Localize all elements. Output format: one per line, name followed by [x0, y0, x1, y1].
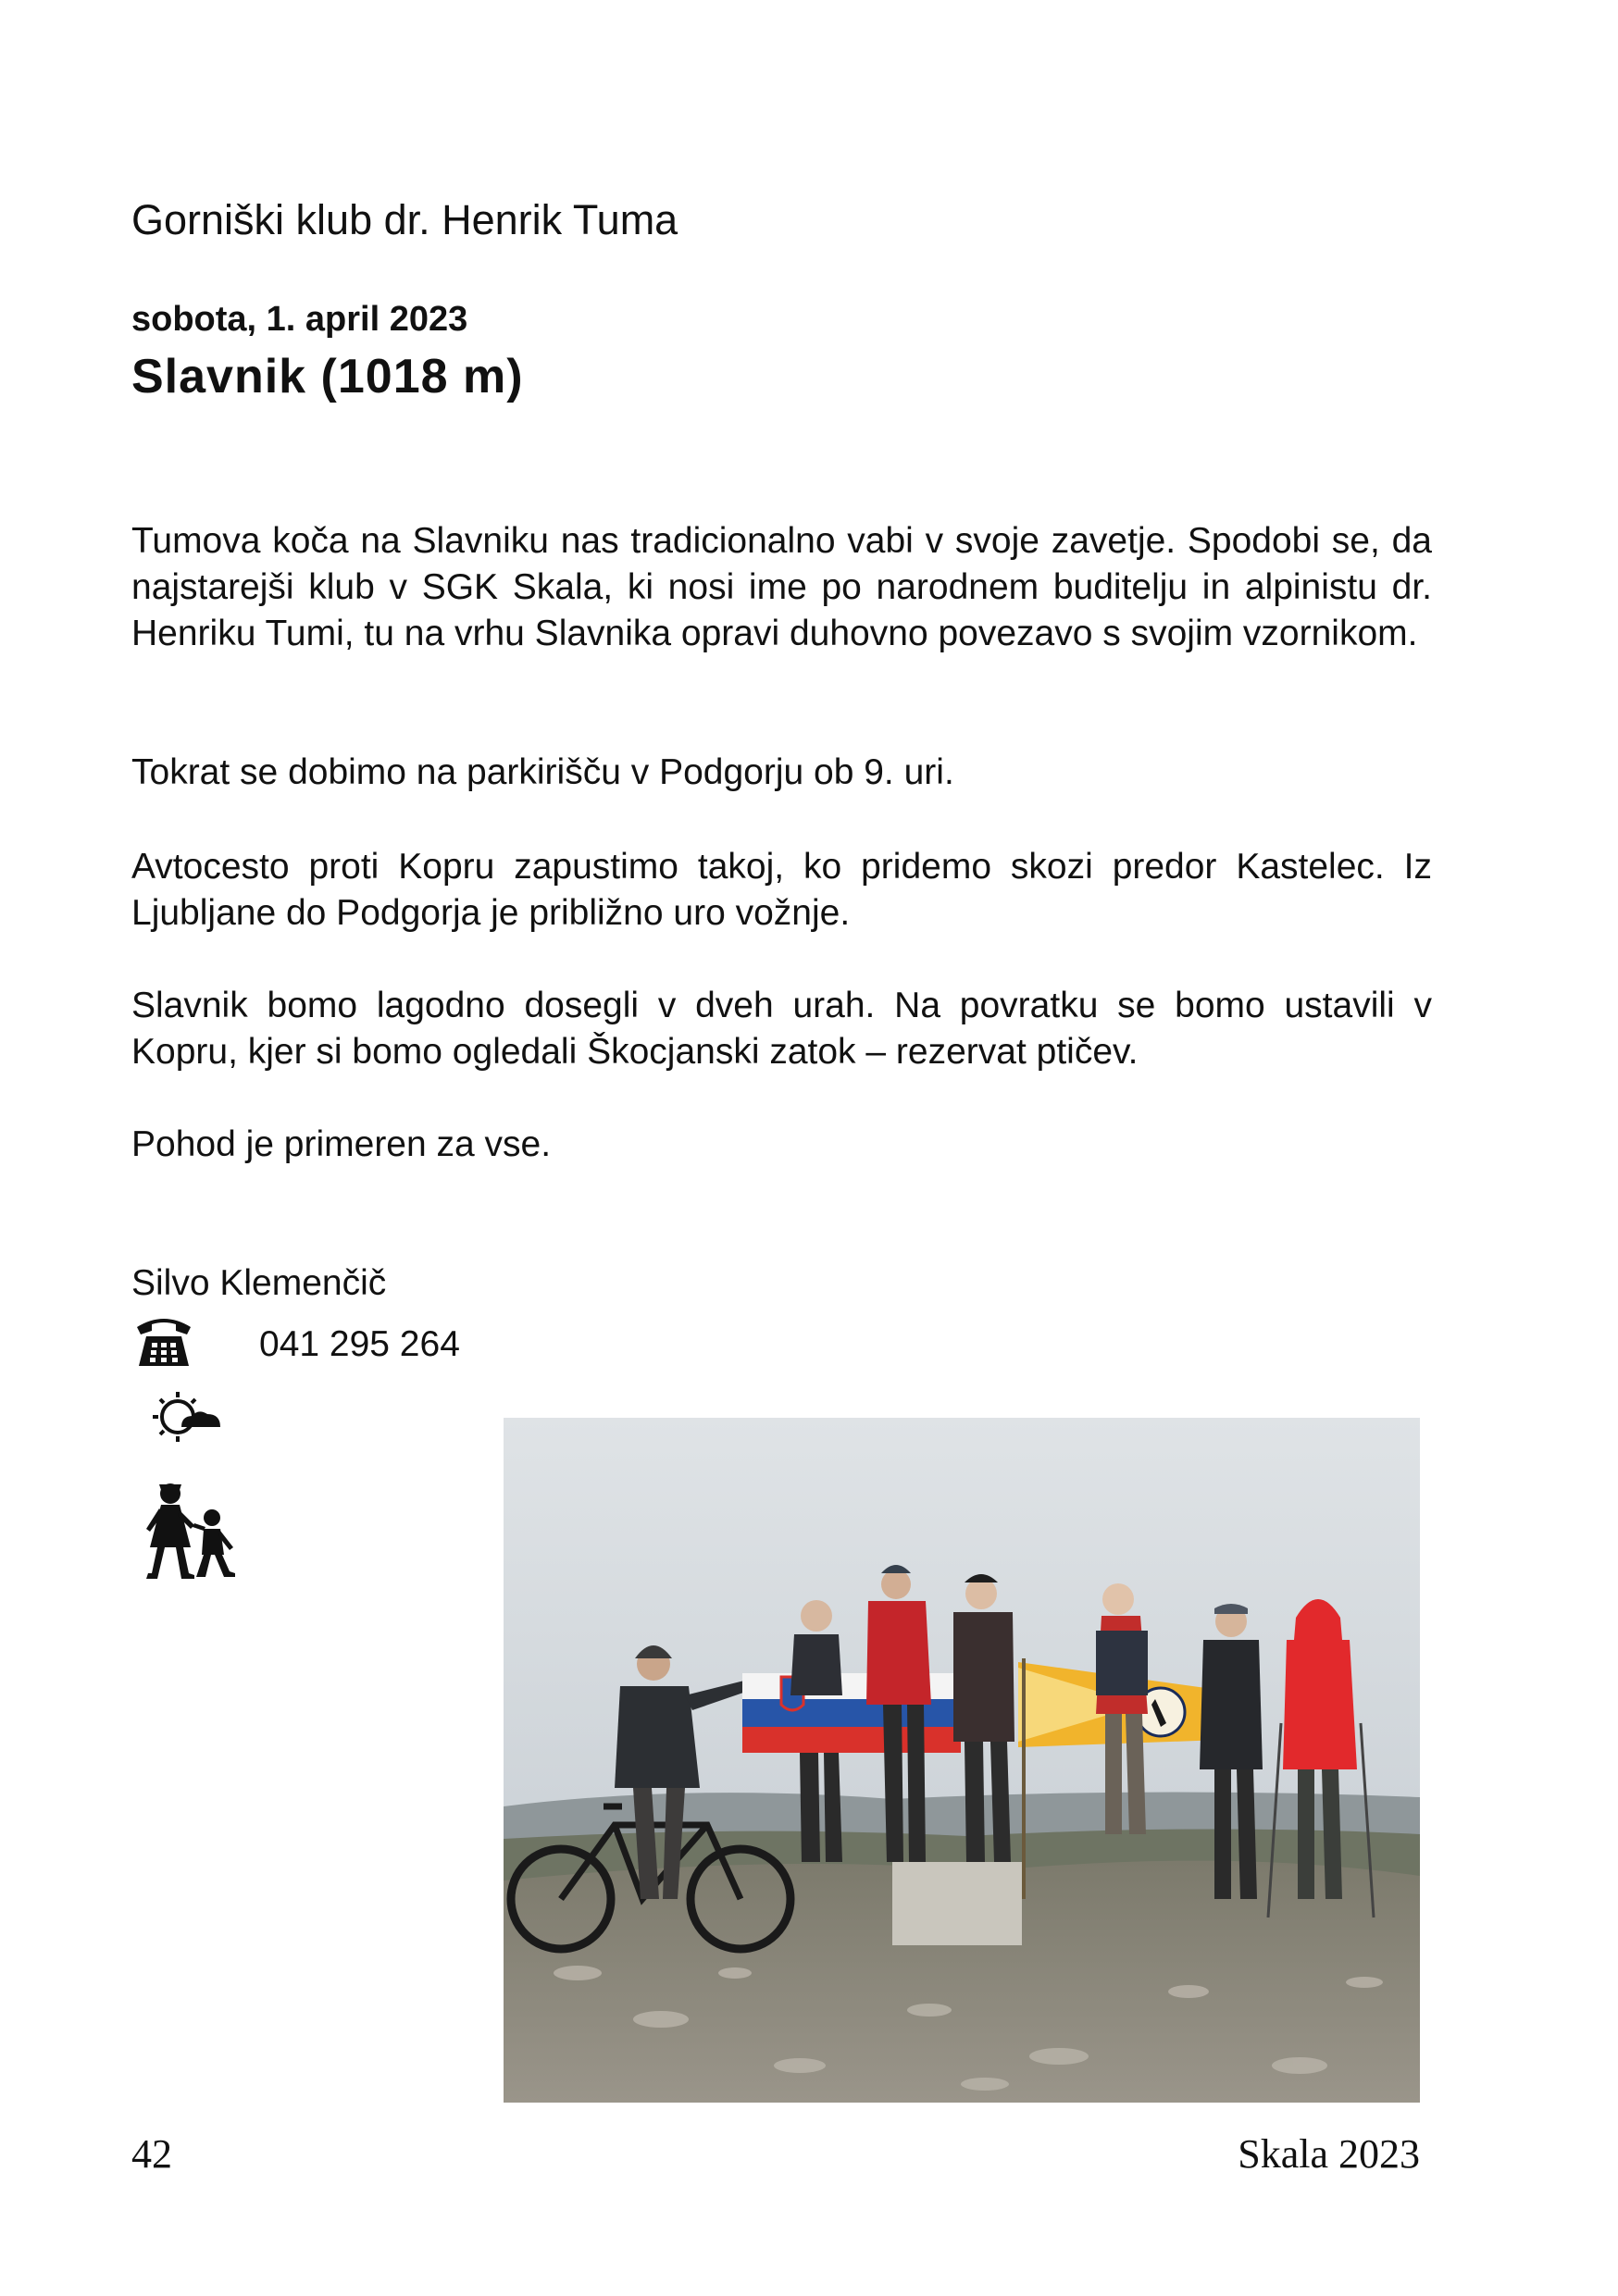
sun-cloud-icon — [150, 1388, 224, 1446]
contact-phone: 041 295 264 — [259, 1324, 460, 1364]
paragraph-meeting: Tokrat se dobimo na parkirišču v Podgorju ob 9. uri. — [131, 752, 954, 792]
paragraph-suitability: Pohod je primeren za vse. — [131, 1124, 552, 1164]
page-title: Slavnik (1018 m) — [131, 350, 524, 403]
paragraph-intro: Tumova koča na Slavniku nas tradicionalno vabi v svoje zavetje. Spodobi se, da najstarejši klub v SGK Skala, ki nosi ime po narodnem buditelju in alpinistu dr. Henriku Tumi, tu na vrhu Slavnika opravi duhovno povezavo s svojim vzornikom. — [131, 521, 1432, 653]
contact-name: Silvo Klemenčič — [131, 1263, 387, 1303]
family-hikers-icon — [133, 1481, 243, 1582]
page-number: 42 — [131, 2131, 172, 2177]
publication-name: Skala 2023 — [1238, 2131, 1420, 2177]
club-name: Gorniški klub dr. Henrik Tuma — [131, 196, 678, 243]
summit-group-photo — [504, 1418, 1420, 2103]
paragraph-route: Slavnik bomo lagodno dosegli v dveh urah. Na povratku se bomo ustavili v Kopru, kjer si bomo ogledali Škocjanski zatok – rezervat ptičev. — [131, 986, 1432, 1072]
event-date: sobota, 1. april 2023 — [131, 300, 468, 339]
paragraph-directions: Avtocesto proti Kopru zapustimo takoj, ko pridemo skozi predor Kastelec. Iz Ljubljane do Podgorja je približno uro vožnje. — [131, 847, 1432, 933]
telephone-icon — [133, 1312, 194, 1370]
